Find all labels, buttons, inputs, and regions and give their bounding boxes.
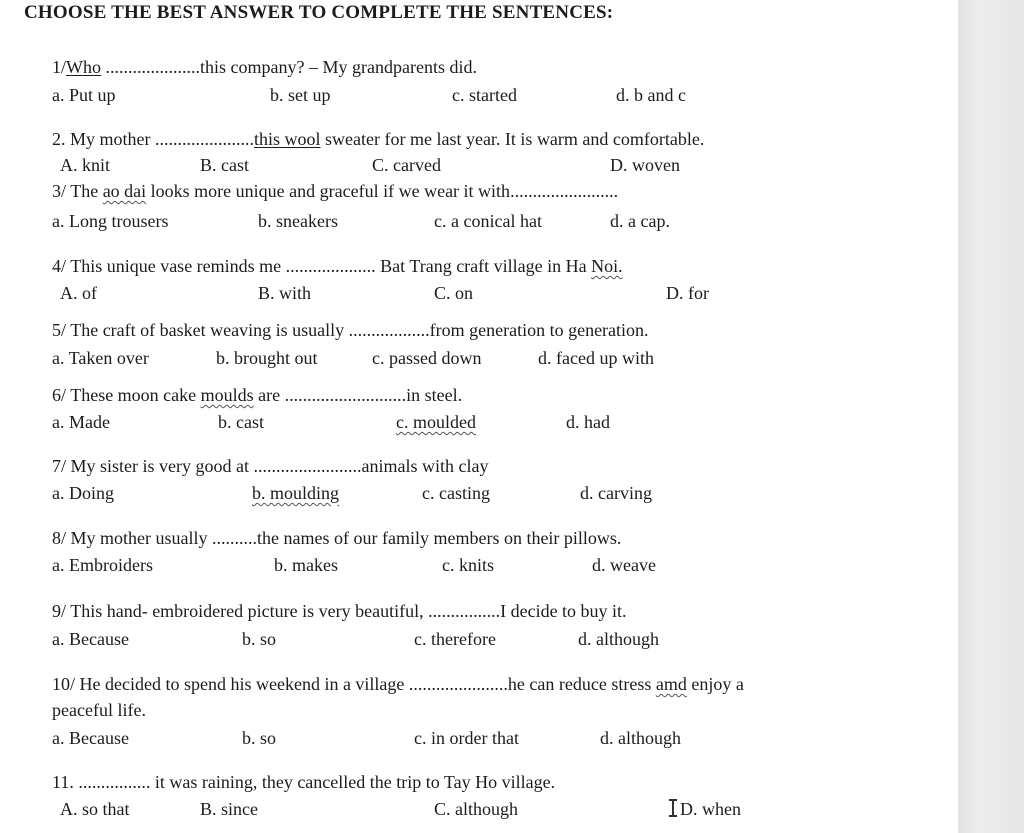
option-a[interactable]: a. Because [52, 728, 129, 748]
question-text: it was raining, they cancelled the trip to Tay Ho village. [150, 772, 556, 792]
question-text: This unique vase reminds me [70, 256, 286, 276]
option-b[interactable]: b. so [242, 629, 277, 649]
option-c[interactable]: c. knits [442, 555, 494, 575]
option-d[interactable]: d. carving [580, 483, 652, 503]
question-number: 9/ [52, 601, 67, 621]
option-d[interactable]: D. woven [610, 155, 680, 175]
question-text: are [253, 385, 285, 405]
option-b[interactable]: B. with [258, 283, 312, 303]
option-c[interactable]: c. casting [422, 483, 490, 503]
answer-blank: ........................ [253, 456, 362, 476]
option-b[interactable]: b. makes [274, 555, 338, 575]
question-text: My sister is very good at [70, 456, 254, 476]
question-number: 10/ [52, 674, 76, 694]
question-text: My mother usually [70, 528, 213, 548]
question-text: Bat Trang craft village in Ha [375, 256, 592, 276]
question-text: in steel. [406, 385, 463, 405]
question-text: from generation to generation. [429, 320, 649, 340]
question-text: My mother [70, 129, 155, 149]
question-text: looks more unique and graceful if we wear it with [146, 181, 511, 201]
option-a[interactable]: a. Long trousers [52, 211, 169, 231]
option-c[interactable]: c. passed down [372, 348, 482, 368]
question-text: Who [66, 57, 102, 77]
option-c[interactable]: C. on [434, 283, 474, 303]
question-2 [52, 128, 704, 150]
question-text: the names of our family members on their pillows. [257, 528, 622, 548]
option-c[interactable]: C. although [434, 799, 518, 819]
option-a[interactable]: a. Embroiders [52, 555, 153, 575]
option-a[interactable]: a. Doing [52, 483, 114, 503]
question-number: 11. [52, 772, 74, 792]
question-7 [52, 455, 488, 477]
option-c[interactable] [396, 411, 476, 433]
option-c[interactable]: c. in order that [414, 728, 519, 748]
question-number: 3/ [52, 181, 67, 201]
question-number: 7/ [52, 456, 67, 476]
option-d[interactable]: d. weave [592, 555, 656, 575]
page-edge [958, 0, 1024, 833]
option-b[interactable]: b. cast [218, 412, 264, 432]
answer-blank: ................ [428, 601, 501, 621]
option-c[interactable]: c. therefore [414, 629, 496, 649]
option-d[interactable]: D. for [666, 283, 709, 303]
question-number: 2. [52, 129, 66, 149]
option-a[interactable]: a. Because [52, 629, 129, 649]
answer-blank: .................. [348, 320, 430, 340]
option-a[interactable]: A. so that [60, 799, 130, 819]
question-number: 8/ [52, 528, 67, 548]
question-text: He decided to spend his weekend in a village [79, 674, 409, 694]
question-4 [52, 255, 623, 277]
question-9 [52, 600, 627, 622]
question-text: This hand- embroidered picture is very beautiful, [70, 601, 429, 621]
question-text: moulds [200, 385, 254, 405]
question-text: ao dai [102, 181, 147, 201]
option-d[interactable]: d. had [566, 412, 610, 432]
option-a[interactable]: A. knit [60, 155, 111, 175]
question-10-continuation: peaceful life. [52, 700, 146, 720]
question-text: Noi. [591, 256, 623, 276]
option-text: c. moulded [396, 412, 476, 432]
option-c[interactable]: c. started [452, 85, 517, 105]
option-b[interactable]: b. set up [270, 85, 331, 105]
option-c[interactable]: C. carved [372, 155, 441, 175]
option-text: b. moulding [252, 483, 340, 503]
option-d[interactable]: d. although [600, 728, 681, 748]
option-d[interactable]: d. although [578, 629, 659, 649]
option-a[interactable]: a. Made [52, 412, 110, 432]
answer-blank: .......... [212, 528, 258, 548]
option-a[interactable]: A. of [60, 283, 97, 303]
answer-blank: ..................... [101, 57, 201, 77]
option-c[interactable]: c. a conical hat [434, 211, 542, 231]
question-text: These moon cake [70, 385, 201, 405]
question-text: The craft of basket weaving is usually [70, 320, 349, 340]
question-8 [52, 527, 621, 549]
answer-blank: ........................... [284, 385, 407, 405]
worksheet-title: CHOOSE THE BEST ANSWER TO COMPLETE THE SENTENCES: [24, 2, 614, 23]
option-b[interactable]: b. sneakers [258, 211, 338, 231]
question-text: this company? – My grandparents did. [200, 57, 477, 77]
question-text: he can reduce stress [507, 674, 656, 694]
question-6 [52, 384, 462, 406]
question-3 [52, 180, 618, 202]
question-text: enjoy a [686, 674, 744, 694]
question-text: animals with clay [361, 456, 489, 476]
option-d[interactable]: d. a cap. [610, 211, 670, 231]
text-cursor-icon [668, 798, 678, 818]
question-1 [52, 56, 477, 78]
question-text: The [70, 181, 103, 201]
question-number: 4/ [52, 256, 67, 276]
question-number: 6/ [52, 385, 67, 405]
answer-blank: ...................... [408, 674, 508, 694]
option-b[interactable]: b. brought out [216, 348, 318, 368]
answer-blank: ........................ [510, 181, 619, 201]
option-a[interactable]: a. Put up [52, 85, 116, 105]
option-d[interactable]: d. faced up with [538, 348, 654, 368]
question-10 [52, 673, 744, 695]
question-text: I decide to buy it. [500, 601, 627, 621]
option-d[interactable]: d. b and c [616, 85, 686, 105]
option-b[interactable]: b. so [242, 728, 277, 748]
option-d[interactable] [668, 798, 741, 820]
option-text: D. when [680, 799, 741, 819]
answer-blank: ................ [78, 772, 151, 792]
option-b[interactable] [252, 482, 339, 504]
question-text: amd [655, 674, 687, 694]
question-number: 5/ [52, 320, 67, 340]
question-number: 1/ [52, 57, 67, 77]
option-b[interactable]: B. cast [200, 155, 249, 175]
question-5 [52, 319, 649, 341]
question-11 [52, 771, 555, 793]
question-text: this wool [254, 129, 321, 149]
answer-blank: .................... [285, 256, 376, 276]
option-a[interactable]: a. Taken over [52, 348, 149, 368]
answer-blank: ...................... [155, 129, 254, 149]
option-b[interactable]: B. since [200, 799, 258, 819]
question-text: sweater for me last year. It is warm and comfortable. [320, 129, 705, 149]
